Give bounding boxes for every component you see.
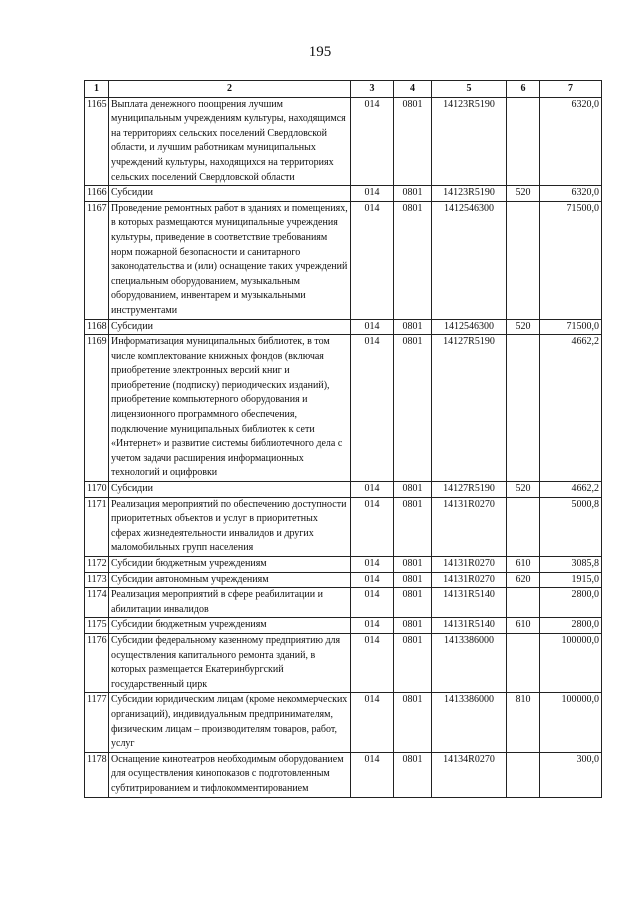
row-section-code: 0801	[394, 752, 432, 797]
row-department-code: 014	[351, 482, 394, 498]
row-amount: 6320,0	[540, 186, 602, 202]
row-department-code: 014	[351, 319, 394, 335]
table-row	[85, 335, 602, 482]
row-name: Субсидии бюджетным учреждениям	[109, 557, 351, 573]
row-department-code: 014	[351, 201, 394, 319]
row-number: 1173	[85, 572, 109, 588]
row-department-code: 014	[351, 633, 394, 692]
header-col-7: 7	[540, 81, 602, 98]
row-expense-type	[507, 201, 540, 319]
row-amount: 100000,0	[540, 693, 602, 752]
row-section-code: 0801	[394, 618, 432, 634]
row-target-code: 14134R0270	[432, 752, 507, 797]
row-section-code: 0801	[394, 588, 432, 618]
row-section-code: 0801	[394, 572, 432, 588]
row-number: 1178	[85, 752, 109, 797]
row-amount: 4662,2	[540, 482, 602, 498]
table-row	[85, 618, 602, 634]
row-expense-type: 520	[507, 186, 540, 202]
row-expense-type	[507, 335, 540, 482]
row-department-code: 014	[351, 497, 394, 556]
page-number: 195	[308, 44, 332, 60]
row-amount: 300,0	[540, 752, 602, 797]
header-col-3: 3	[351, 81, 394, 98]
row-amount: 5000,8	[540, 497, 602, 556]
row-name: Субсидии	[109, 482, 351, 498]
table-row	[85, 97, 602, 186]
table-row	[85, 497, 602, 556]
row-number: 1170	[85, 482, 109, 498]
row-department-code: 014	[351, 693, 394, 752]
row-expense-type: 810	[507, 693, 540, 752]
row-name: Субсидии бюджетным учреждениям	[109, 618, 351, 634]
row-section-code: 0801	[394, 497, 432, 556]
row-name: Субсидии	[109, 319, 351, 335]
row-name: Оснащение кинотеатров необходимым оборудованием для осуществления кинопоказов с подготовленным субтитрированием и тифлокомментированием	[109, 752, 351, 797]
row-expense-type	[507, 588, 540, 618]
row-expense-type: 610	[507, 557, 540, 573]
row-section-code: 0801	[394, 633, 432, 692]
table-row	[85, 572, 602, 588]
row-target-code: 14123R5190	[432, 186, 507, 202]
row-target-code: 14131R5140	[432, 588, 507, 618]
row-section-code: 0801	[394, 557, 432, 573]
row-number: 1172	[85, 557, 109, 573]
row-department-code: 014	[351, 186, 394, 202]
row-target-code: 1412546300	[432, 319, 507, 335]
row-expense-type	[507, 97, 540, 186]
row-section-code: 0801	[394, 482, 432, 498]
table-row	[85, 186, 602, 202]
row-target-code: 1413386000	[432, 633, 507, 692]
row-target-code: 14131R0270	[432, 572, 507, 588]
row-department-code: 014	[351, 557, 394, 573]
row-number: 1169	[85, 335, 109, 482]
row-name: Информатизация муниципальных библиотек, в том числе комплектование книжных фондов (включая приобретение электронных версий книг и приобретение (подписку) периодических изданий), приобретение компьютерного оборудования и лицензионного программного обеспечения, подключение муниципальных библиотек к сети «Интернет» и развитие системы библиотечного дела с учетом задачи расширения информационных технологий и оцифровки	[109, 335, 351, 482]
row-target-code: 14127R5190	[432, 482, 507, 498]
row-section-code: 0801	[394, 335, 432, 482]
table-row	[85, 201, 602, 319]
table-row	[85, 633, 602, 692]
header-col-5: 5	[432, 81, 507, 98]
row-section-code: 0801	[394, 693, 432, 752]
row-target-code: 1413386000	[432, 693, 507, 752]
row-department-code: 014	[351, 588, 394, 618]
row-target-code: 1412546300	[432, 201, 507, 319]
row-expense-type: 520	[507, 319, 540, 335]
row-amount: 6320,0	[540, 97, 602, 186]
row-number: 1166	[85, 186, 109, 202]
row-name: Проведение ремонтных работ в зданиях и помещениях, в которых размещаются муниципальные учреждения культуры, приведение в соответствие требованиям норм пожарной безопасности и санитарного законодательства и (или) оснащение таких учреждений специальным оборудованием, музыкальным оборудованием, инвентарем и музыкальными инструментами	[109, 201, 351, 319]
table-header-row	[85, 81, 602, 98]
table-row	[85, 693, 602, 752]
row-expense-type	[507, 752, 540, 797]
row-amount: 71500,0	[540, 201, 602, 319]
header-col-2: 2	[109, 81, 351, 98]
row-number: 1167	[85, 201, 109, 319]
row-amount: 4662,2	[540, 335, 602, 482]
row-name: Субсидии автономным учреждениям	[109, 572, 351, 588]
row-department-code: 014	[351, 335, 394, 482]
header-col-4: 4	[394, 81, 432, 98]
row-name: Субсидии федеральному казенному предприятию для осуществления капитального ремонта зданий, в которых размещается Екатеринбургский государственный цирк	[109, 633, 351, 692]
table-row	[85, 557, 602, 573]
row-number: 1174	[85, 588, 109, 618]
row-expense-type: 610	[507, 618, 540, 634]
row-expense-type	[507, 497, 540, 556]
row-section-code: 0801	[394, 186, 432, 202]
row-number: 1175	[85, 618, 109, 634]
row-name: Реализация мероприятий в сфере реабилитации и абилитации инвалидов	[109, 588, 351, 618]
row-target-code: 14131R0270	[432, 497, 507, 556]
row-amount: 2800,0	[540, 588, 602, 618]
row-number: 1171	[85, 497, 109, 556]
row-amount: 100000,0	[540, 633, 602, 692]
row-name: Субсидии юридическим лицам (кроме некоммерческих организаций), индивидуальным предпринимателям, физическим лицам – производителям товаров, работ, услуг	[109, 693, 351, 752]
row-target-code: 14131R0270	[432, 557, 507, 573]
header-col-1: 1	[85, 81, 109, 98]
row-target-code: 14127R5190	[432, 335, 507, 482]
row-department-code: 014	[351, 572, 394, 588]
row-target-code: 14131R5140	[432, 618, 507, 634]
row-amount: 3085,8	[540, 557, 602, 573]
row-number: 1176	[85, 633, 109, 692]
row-name: Выплата денежного поощрения лучшим муниципальным учреждениям культуры, находящимся на территориях сельских поселений Свердловской области, и лучшим работникам муниципальных учреждений культуры, находящихся на территориях сельских поселений Свердловской области	[109, 97, 351, 186]
row-expense-type	[507, 633, 540, 692]
table-row	[85, 482, 602, 498]
row-expense-type: 520	[507, 482, 540, 498]
row-name: Реализация мероприятий по обеспечению доступности приоритетных объектов и услуг в приоритетных сферах жизнедеятельности инвалидов и других маломобильных групп населения	[109, 497, 351, 556]
row-number: 1177	[85, 693, 109, 752]
row-expense-type: 620	[507, 572, 540, 588]
row-section-code: 0801	[394, 97, 432, 186]
row-amount: 71500,0	[540, 319, 602, 335]
budget-table	[84, 80, 602, 798]
row-section-code: 0801	[394, 201, 432, 319]
row-number: 1168	[85, 319, 109, 335]
row-number: 1165	[85, 97, 109, 186]
row-amount: 2800,0	[540, 618, 602, 634]
row-amount: 1915,0	[540, 572, 602, 588]
row-department-code: 014	[351, 97, 394, 186]
header-col-6: 6	[507, 81, 540, 98]
table-row	[85, 588, 602, 618]
table-row	[85, 752, 602, 797]
row-department-code: 014	[351, 752, 394, 797]
row-department-code: 014	[351, 618, 394, 634]
table-row	[85, 319, 602, 335]
row-target-code: 14123R5190	[432, 97, 507, 186]
row-section-code: 0801	[394, 319, 432, 335]
row-name: Субсидии	[109, 186, 351, 202]
